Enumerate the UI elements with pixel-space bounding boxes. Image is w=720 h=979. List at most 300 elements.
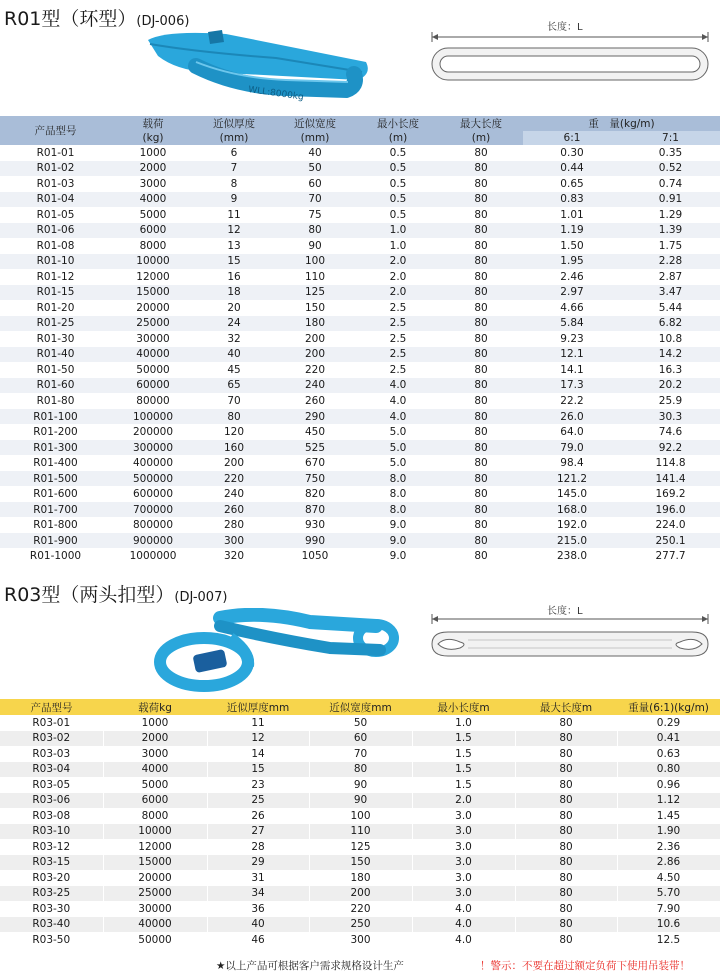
r01-cell-model: R01-1000 — [0, 548, 111, 564]
r03-code: (DJ-007) — [174, 590, 228, 605]
r03-cell-width: 200 — [309, 886, 412, 902]
r01-cell-width: 80 — [273, 223, 357, 239]
r01-cell-weight-7-1: 2.87 — [621, 269, 720, 285]
r01-cell-thickness: 320 — [195, 548, 273, 564]
r03-cell-weight: 0.29 — [617, 715, 720, 731]
r01-cell-load: 20000 — [111, 300, 195, 316]
r01-table-row — [0, 192, 720, 208]
r01-cell-model: R01-20 — [0, 300, 111, 316]
r01-cell-load: 6000 — [111, 223, 195, 239]
r03-cell-thickness: 28 — [207, 839, 309, 855]
r01-cell-min-length: 2.5 — [357, 300, 439, 316]
r03-cell-max-length: 80 — [515, 901, 617, 917]
r03-cell-min-length: 1.5 — [412, 746, 515, 762]
r01-cell-weight-6-1: 121.2 — [523, 471, 621, 487]
r01-cell-weight-6-1: 5.84 — [523, 316, 621, 332]
r03-length-label: 长度：L — [547, 606, 583, 617]
r03-cell-width: 80 — [309, 762, 412, 778]
r01-cell-max-length: 80 — [439, 223, 523, 239]
r01-table-row — [0, 548, 720, 564]
r01-cell-max-length: 80 — [439, 409, 523, 425]
r01-cell-load: 60000 — [111, 378, 195, 394]
r01-table-row — [0, 285, 720, 301]
r01-cell-thickness: 24 — [195, 316, 273, 332]
r01-table-row — [0, 238, 720, 254]
r03-cell-weight: 7.90 — [617, 901, 720, 917]
r03-cell-thickness: 36 — [207, 901, 309, 917]
r01-cell-width: 180 — [273, 316, 357, 332]
r01-cell-max-length: 80 — [439, 471, 523, 487]
r01-header-max-length: 最大长度 — [439, 116, 523, 131]
r01-cell-load: 400000 — [111, 455, 195, 471]
r01-table-row — [0, 517, 720, 533]
r01-cell-model: R01-08 — [0, 238, 111, 254]
r03-cell-width: 250 — [309, 917, 412, 933]
r03-cell-load: 12000 — [103, 839, 207, 855]
r01-cell-weight-7-1: 14.2 — [621, 347, 720, 363]
r03-cell-max-length: 80 — [515, 808, 617, 824]
r03-cell-model: R03-04 — [0, 762, 103, 778]
r01-cell-load: 1000000 — [111, 548, 195, 564]
r03-cell-model: R03-05 — [0, 777, 103, 793]
r03-cell-max-length: 80 — [515, 932, 617, 948]
r03-table-row — [0, 932, 720, 948]
r03-cell-max-length: 80 — [515, 746, 617, 762]
r01-cell-load: 10000 — [111, 254, 195, 270]
r03-cell-weight: 0.41 — [617, 731, 720, 747]
r03-cell-model: R03-01 — [0, 715, 103, 731]
r01-cell-weight-6-1: 22.2 — [523, 393, 621, 409]
r03-header-weight: 重量(6:1)(kg/m) — [617, 699, 720, 715]
r03-cell-thickness: 14 — [207, 746, 309, 762]
r01-header-thickness: 近似厚度 — [195, 116, 273, 131]
r01-table-row — [0, 176, 720, 192]
r01-cell-weight-7-1: 1.29 — [621, 207, 720, 223]
r01-table-row — [0, 471, 720, 487]
r01-cell-weight-6-1: 0.44 — [523, 161, 621, 177]
r01-table-row — [0, 316, 720, 332]
r01-table-row — [0, 331, 720, 347]
r01-cell-weight-7-1: 0.35 — [621, 145, 720, 161]
r01-cell-model: R01-30 — [0, 331, 111, 347]
r01-cell-model: R01-100 — [0, 409, 111, 425]
r03-cell-thickness: 27 — [207, 824, 309, 840]
r01-cell-min-length: 4.0 — [357, 378, 439, 394]
r03-cell-load: 3000 — [103, 746, 207, 762]
r01-cell-load: 8000 — [111, 238, 195, 254]
r03-cell-width: 100 — [309, 808, 412, 824]
r01-cell-load: 12000 — [111, 269, 195, 285]
r01-cell-weight-6-1: 12.1 — [523, 347, 621, 363]
r01-cell-max-length: 80 — [439, 347, 523, 363]
r01-cell-width: 75 — [273, 207, 357, 223]
r01-cell-thickness: 45 — [195, 362, 273, 378]
r01-table-row — [0, 269, 720, 285]
r01-cell-thickness: 8 — [195, 176, 273, 192]
r03-table-row — [0, 917, 720, 933]
r01-cell-width: 60 — [273, 176, 357, 192]
r01-cell-min-length: 0.5 — [357, 207, 439, 223]
r01-table-row — [0, 223, 720, 239]
r01-cell-weight-6-1: 64.0 — [523, 424, 621, 440]
r01-header-weight: 重 量(kg/m) — [523, 116, 720, 131]
r01-cell-weight-7-1: 0.52 — [621, 161, 720, 177]
r03-cell-model: R03-02 — [0, 731, 103, 747]
r01-cell-weight-6-1: 1.50 — [523, 238, 621, 254]
r01-cell-width: 525 — [273, 440, 357, 456]
r01-cell-thickness: 70 — [195, 393, 273, 409]
r01-cell-width: 820 — [273, 486, 357, 502]
r01-cell-min-length: 1.0 — [357, 223, 439, 239]
r03-cell-min-length: 3.0 — [412, 855, 515, 871]
r01-cell-weight-7-1: 10.8 — [621, 331, 720, 347]
r03-cell-width: 90 — [309, 777, 412, 793]
r01-cell-weight-7-1: 196.0 — [621, 502, 720, 518]
r01-header-thickness-unit: (mm) — [195, 131, 273, 145]
r03-cell-model: R03-15 — [0, 855, 103, 871]
r01-cell-width: 260 — [273, 393, 357, 409]
r01-cell-model: R01-900 — [0, 533, 111, 549]
r03-cell-model: R03-03 — [0, 746, 103, 762]
r01-cell-thickness: 280 — [195, 517, 273, 533]
r03-cell-load: 20000 — [103, 870, 207, 886]
r01-table-row — [0, 486, 720, 502]
r03-cell-weight: 12.5 — [617, 932, 720, 948]
r03-cell-width: 300 — [309, 932, 412, 948]
r01-cell-model: R01-500 — [0, 471, 111, 487]
r01-cell-width: 750 — [273, 471, 357, 487]
r01-cell-width: 290 — [273, 409, 357, 425]
r01-cell-weight-6-1: 79.0 — [523, 440, 621, 456]
r03-cell-load: 50000 — [103, 932, 207, 948]
r01-cell-weight-7-1: 1.75 — [621, 238, 720, 254]
r03-cell-model: R03-12 — [0, 839, 103, 855]
r01-cell-width: 1050 — [273, 548, 357, 564]
r01-cell-load: 50000 — [111, 362, 195, 378]
r01-cell-weight-7-1: 20.2 — [621, 378, 720, 394]
r03-cell-model: R03-08 — [0, 808, 103, 824]
r01-cell-weight-7-1: 16.3 — [621, 362, 720, 378]
r03-cell-thickness: 15 — [207, 762, 309, 778]
r01-cell-load: 4000 — [111, 192, 195, 208]
r03-cell-model: R03-10 — [0, 824, 103, 840]
r01-cell-load: 600000 — [111, 486, 195, 502]
r01-cell-load: 800000 — [111, 517, 195, 533]
r01-cell-model: R01-10 — [0, 254, 111, 270]
r01-cell-model: R01-80 — [0, 393, 111, 409]
r01-cell-max-length: 80 — [439, 285, 523, 301]
r01-cell-load: 100000 — [111, 409, 195, 425]
r03-cell-model: R03-40 — [0, 917, 103, 933]
r01-cell-weight-6-1: 17.3 — [523, 378, 621, 394]
r01-cell-model: R01-15 — [0, 285, 111, 301]
r01-cell-weight-6-1: 4.66 — [523, 300, 621, 316]
r03-cell-width: 110 — [309, 824, 412, 840]
r01-cell-load: 25000 — [111, 316, 195, 332]
r03-header-min-length: 最小长度m — [412, 699, 515, 715]
r01-cell-weight-6-1: 9.23 — [523, 331, 621, 347]
r01-cell-min-length: 0.5 — [357, 192, 439, 208]
r03-cell-min-length: 1.5 — [412, 731, 515, 747]
r01-cell-weight-7-1: 277.7 — [621, 548, 720, 564]
r03-cell-thickness: 25 — [207, 793, 309, 809]
r01-sling-photo — [136, 26, 372, 108]
r01-cell-max-length: 80 — [439, 316, 523, 332]
r01-table-row — [0, 533, 720, 549]
r01-cell-model: R01-04 — [0, 192, 111, 208]
r01-cell-load: 900000 — [111, 533, 195, 549]
r01-cell-weight-7-1: 0.74 — [621, 176, 720, 192]
r01-cell-max-length: 80 — [439, 254, 523, 270]
r01-cell-load: 3000 — [111, 176, 195, 192]
r03-cell-model: R03-20 — [0, 870, 103, 886]
r01-table-row — [0, 378, 720, 394]
r01-cell-max-length: 80 — [439, 362, 523, 378]
r01-cell-model: R01-05 — [0, 207, 111, 223]
r01-cell-thickness: 16 — [195, 269, 273, 285]
r01-header-width-unit: (mm) — [273, 131, 357, 145]
r03-cell-max-length: 80 — [515, 793, 617, 809]
r01-cell-weight-7-1: 74.6 — [621, 424, 720, 440]
r01-cell-min-length: 8.0 — [357, 471, 439, 487]
r01-cell-weight-7-1: 141.4 — [621, 471, 720, 487]
r01-cell-max-length: 80 — [439, 393, 523, 409]
r03-cell-thickness: 40 — [207, 917, 309, 933]
r01-cell-thickness: 240 — [195, 486, 273, 502]
r01-cell-load: 1000 — [111, 145, 195, 161]
r01-cell-weight-6-1: 98.4 — [523, 455, 621, 471]
r01-length-label: 长度：L — [547, 22, 583, 33]
r03-cell-max-length: 80 — [515, 762, 617, 778]
r03-cell-width: 125 — [309, 839, 412, 855]
r03-cell-weight: 0.80 — [617, 762, 720, 778]
r03-cell-model: R03-30 — [0, 901, 103, 917]
r01-cell-max-length: 80 — [439, 424, 523, 440]
r03-cell-max-length: 80 — [515, 839, 617, 855]
r03-cell-weight: 1.12 — [617, 793, 720, 809]
r01-header-width: 近似宽度 — [273, 116, 357, 131]
r01-cell-weight-7-1: 3.47 — [621, 285, 720, 301]
r03-cell-weight: 1.90 — [617, 824, 720, 840]
r01-cell-model: R01-25 — [0, 316, 111, 332]
r03-cell-load: 10000 — [103, 824, 207, 840]
r03-table-row — [0, 762, 720, 778]
r03-cell-model: R03-50 — [0, 932, 103, 948]
r01-cell-width: 450 — [273, 424, 357, 440]
r03-cell-weight: 2.36 — [617, 839, 720, 855]
r01-header-load-unit: (kg) — [111, 131, 195, 145]
r03-cell-load: 1000 — [103, 715, 207, 731]
r01-cell-thickness: 120 — [195, 424, 273, 440]
r01-cell-weight-7-1: 2.28 — [621, 254, 720, 270]
r03-cell-load: 25000 — [103, 886, 207, 902]
r01-cell-width: 70 — [273, 192, 357, 208]
r01-cell-weight-6-1: 168.0 — [523, 502, 621, 518]
r01-cell-load: 80000 — [111, 393, 195, 409]
r01-cell-thickness: 32 — [195, 331, 273, 347]
r03-cell-thickness: 23 — [207, 777, 309, 793]
r01-cell-weight-7-1: 92.2 — [621, 440, 720, 456]
r01-cell-model: R01-400 — [0, 455, 111, 471]
r01-cell-load: 5000 — [111, 207, 195, 223]
r01-cell-model: R01-06 — [0, 223, 111, 239]
r01-cell-weight-6-1: 0.83 — [523, 192, 621, 208]
r01-cell-min-length: 2.0 — [357, 269, 439, 285]
r01-table-row — [0, 161, 720, 177]
r01-cell-weight-6-1: 0.30 — [523, 145, 621, 161]
r01-cell-min-length: 8.0 — [357, 486, 439, 502]
r03-spec-table — [0, 699, 720, 948]
r01-table-row — [0, 393, 720, 409]
r01-cell-width: 240 — [273, 378, 357, 394]
r03-table-row — [0, 824, 720, 840]
r03-header-thickness: 近似厚度mm — [207, 699, 309, 715]
r03-cell-min-length: 1.0 — [412, 715, 515, 731]
r01-cell-weight-6-1: 1.01 — [523, 207, 621, 223]
r03-cell-width: 150 — [309, 855, 412, 871]
r01-cell-max-length: 80 — [439, 192, 523, 208]
r01-cell-min-length: 2.5 — [357, 347, 439, 363]
r01-cell-weight-6-1: 2.46 — [523, 269, 621, 285]
r03-cell-min-length: 1.5 — [412, 777, 515, 793]
r01-cell-thickness: 220 — [195, 471, 273, 487]
r03-cell-min-length: 2.0 — [412, 793, 515, 809]
r01-cell-min-length: 2.5 — [357, 362, 439, 378]
r03-cell-load: 5000 — [103, 777, 207, 793]
r01-cell-weight-7-1: 1.39 — [621, 223, 720, 239]
r03-cell-min-length: 4.0 — [412, 901, 515, 917]
r01-cell-weight-6-1: 2.97 — [523, 285, 621, 301]
r01-cell-min-length: 1.0 — [357, 238, 439, 254]
r03-table-row — [0, 901, 720, 917]
r01-cell-max-length: 80 — [439, 440, 523, 456]
r01-table-row — [0, 347, 720, 363]
r03-cell-max-length: 80 — [515, 870, 617, 886]
r01-cell-weight-7-1: 114.8 — [621, 455, 720, 471]
r01-cell-weight-7-1: 25.9 — [621, 393, 720, 409]
r01-cell-min-length: 4.0 — [357, 409, 439, 425]
r01-cell-model: R01-03 — [0, 176, 111, 192]
r01-cell-model: R01-200 — [0, 424, 111, 440]
r01-cell-load: 300000 — [111, 440, 195, 456]
r01-cell-width: 930 — [273, 517, 357, 533]
r01-cell-thickness: 200 — [195, 455, 273, 471]
r01-table-row — [0, 409, 720, 425]
r01-cell-weight-7-1: 30.3 — [621, 409, 720, 425]
r03-header-max-length: 最大长度m — [515, 699, 617, 715]
r01-table-row — [0, 145, 720, 161]
r01-cell-min-length: 5.0 — [357, 440, 439, 456]
r03-cell-load: 4000 — [103, 762, 207, 778]
footer-warning: ！警示：不要在超过额定负荷下使用吊装带！ — [480, 960, 690, 972]
r03-sling-photo — [150, 608, 406, 696]
r01-cell-thickness: 260 — [195, 502, 273, 518]
r01-table-row — [0, 362, 720, 378]
r03-header-width: 近似宽度mm — [309, 699, 412, 715]
r01-cell-width: 670 — [273, 455, 357, 471]
r01-cell-max-length: 80 — [439, 269, 523, 285]
r01-cell-model: R01-40 — [0, 347, 111, 363]
r03-cell-min-length: 3.0 — [412, 886, 515, 902]
r01-cell-min-length: 0.5 — [357, 176, 439, 192]
r03-cell-thickness: 11 — [207, 715, 309, 731]
r01-cell-max-length: 80 — [439, 145, 523, 161]
r01-header-min-length-unit: (m) — [357, 131, 439, 145]
r01-table-row — [0, 440, 720, 456]
r01-cell-thickness: 160 — [195, 440, 273, 456]
r01-cell-model: R01-02 — [0, 161, 111, 177]
r01-cell-width: 50 — [273, 161, 357, 177]
r01-cell-weight-7-1: 5.44 — [621, 300, 720, 316]
r01-cell-weight-6-1: 26.0 — [523, 409, 621, 425]
r01-cell-width: 220 — [273, 362, 357, 378]
footer-note: ★以上产品可根据客户需求规格设计生产 — [216, 960, 404, 972]
r03-cell-width: 50 — [309, 715, 412, 731]
r01-table-row — [0, 455, 720, 471]
r03-cell-weight: 0.63 — [617, 746, 720, 762]
r01-cell-max-length: 80 — [439, 455, 523, 471]
r03-cell-max-length: 80 — [515, 777, 617, 793]
r01-spec-table — [0, 116, 720, 564]
r01-cell-width: 150 — [273, 300, 357, 316]
r03-cell-min-length: 3.0 — [412, 824, 515, 840]
r03-cell-thickness: 12 — [207, 731, 309, 747]
r01-cell-weight-6-1: 0.65 — [523, 176, 621, 192]
r03-cell-weight: 2.86 — [617, 855, 720, 871]
r01-cell-thickness: 13 — [195, 238, 273, 254]
r01-cell-min-length: 8.0 — [357, 502, 439, 518]
r01-cell-model: R01-300 — [0, 440, 111, 456]
r01-cell-width: 870 — [273, 502, 357, 518]
r01-cell-max-length: 80 — [439, 331, 523, 347]
r03-cell-thickness: 46 — [207, 932, 309, 948]
r01-table-row — [0, 207, 720, 223]
r01-cell-thickness: 80 — [195, 409, 273, 425]
r03-cell-load: 6000 — [103, 793, 207, 809]
r01-cell-min-length: 2.5 — [357, 331, 439, 347]
r01-header-weight-6-1: 6:1 — [523, 131, 621, 145]
r01-cell-width: 990 — [273, 533, 357, 549]
r01-table-row — [0, 254, 720, 270]
r01-table-row — [0, 424, 720, 440]
r03-cell-width: 90 — [309, 793, 412, 809]
r03-table-row — [0, 777, 720, 793]
r01-cell-thickness: 300 — [195, 533, 273, 549]
r01-cell-min-length: 0.5 — [357, 145, 439, 161]
r01-cell-model: R01-800 — [0, 517, 111, 533]
r01-cell-weight-6-1: 238.0 — [523, 548, 621, 564]
r01-cell-min-length: 0.5 — [357, 161, 439, 177]
r03-cell-max-length: 80 — [515, 886, 617, 902]
r01-cell-max-length: 80 — [439, 300, 523, 316]
r01-header-load: 载荷 — [111, 116, 195, 131]
r03-header-model: 产品型号 — [0, 699, 103, 715]
r01-cell-load: 500000 — [111, 471, 195, 487]
r03-cell-load: 2000 — [103, 731, 207, 747]
r01-header-max-length-unit: (m) — [439, 131, 523, 145]
r03-cell-min-length: 3.0 — [412, 808, 515, 824]
r03-table-row — [0, 808, 720, 824]
r03-cell-min-length: 3.0 — [412, 839, 515, 855]
r03-cell-load: 8000 — [103, 808, 207, 824]
r01-cell-weight-7-1: 224.0 — [621, 517, 720, 533]
r03-cell-load: 15000 — [103, 855, 207, 871]
r01-cell-min-length: 2.5 — [357, 316, 439, 332]
r03-cell-weight: 0.96 — [617, 777, 720, 793]
r01-cell-thickness: 40 — [195, 347, 273, 363]
r01-cell-load: 200000 — [111, 424, 195, 440]
r03-table-row — [0, 746, 720, 762]
